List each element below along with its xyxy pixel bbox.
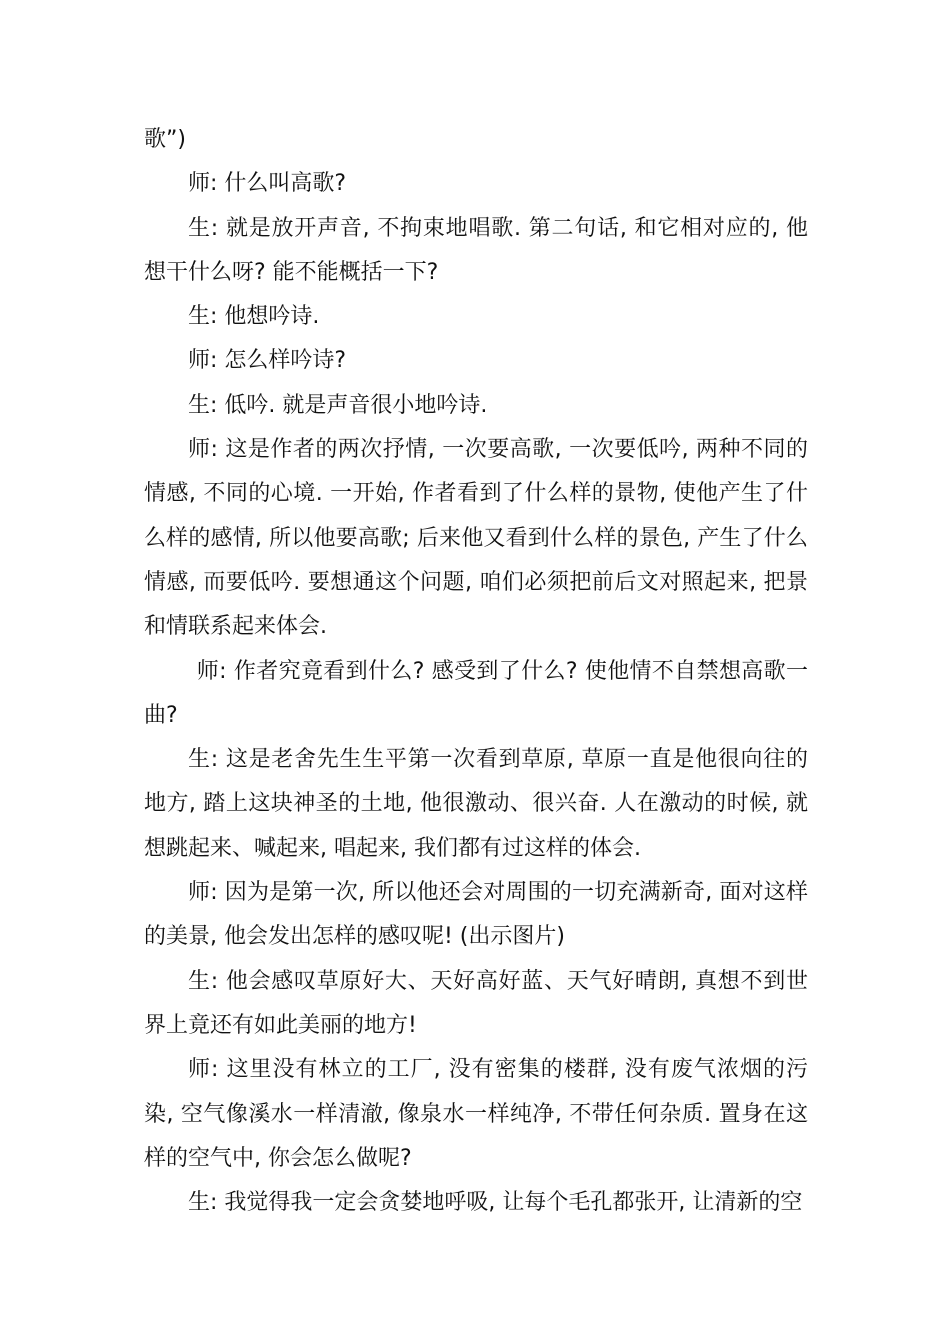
paragraph: 生: 我觉得我一定会贪婪地呼吸, 让每个毛孔都张开, 让清新的空 xyxy=(188,1190,803,1216)
document-body xyxy=(144,118,808,1225)
paragraph: 生: 低吟. 就是声音很小地吟诗. xyxy=(188,392,488,418)
paragraph: 师: 这是作者的两次抒情, 一次要高歌, 一次要低吟, 两种不同的情感, 不同的心境. 一开始, 作者看到了什么样的景物, 使他产生了什么样的感情, 所以他要高歌; 后来他又看到什么样的景色, 产生了什么情感, 而要低吟. 要想通这个问题, 咱们必须把前后文对照起来, 把景和情联系起来体会. xyxy=(144,437,808,640)
paragraph: 师: 什么叫高歌? xyxy=(188,171,347,197)
paragraph: 生: 这是老舍先生生平第一次看到草原, 草原一直是他很向往的地方, 踏上这块神圣的土地, 他很激动、很兴奋. 人在激动的时候, 就想跳起来、喊起来, 唱起来, 我们都有过这样的体会. xyxy=(144,747,808,861)
paragraph: 师: 作者究竟看到什么? 感受到了什么? 使他情不自禁想高歌一曲? xyxy=(144,658,808,728)
paragraph: 生: 他想吟诗. xyxy=(188,304,320,330)
paragraph: 师: 因为是第一次, 所以他还会对周围的一切充满新奇, 面对这样的美景, 他会发出怎样的感叹呢! (出示图片) xyxy=(144,880,808,950)
paragraph: 歌”) xyxy=(144,127,186,152)
paragraph: 师: 怎么样吟诗? xyxy=(188,348,347,374)
paragraph: 生: 他会感叹草原好大、天好高好蓝、天气好晴朗, 真想不到世界上竟还有如此美丽的地方! xyxy=(144,968,808,1038)
paragraph: 生: 就是放开声音, 不拘束地唱歌. 第二句话, 和它相对应的, 他想干什么呀? 能不能概括一下? xyxy=(144,215,808,285)
paragraph: 师: 这里没有林立的工厂, 没有密集的楼群, 没有废气浓烟的污染, 空气像溪水一样清澈, 像泉水一样纯净, 不带任何杂质. 置身在这样的空气中, 你会怎么做呢? xyxy=(144,1057,808,1171)
